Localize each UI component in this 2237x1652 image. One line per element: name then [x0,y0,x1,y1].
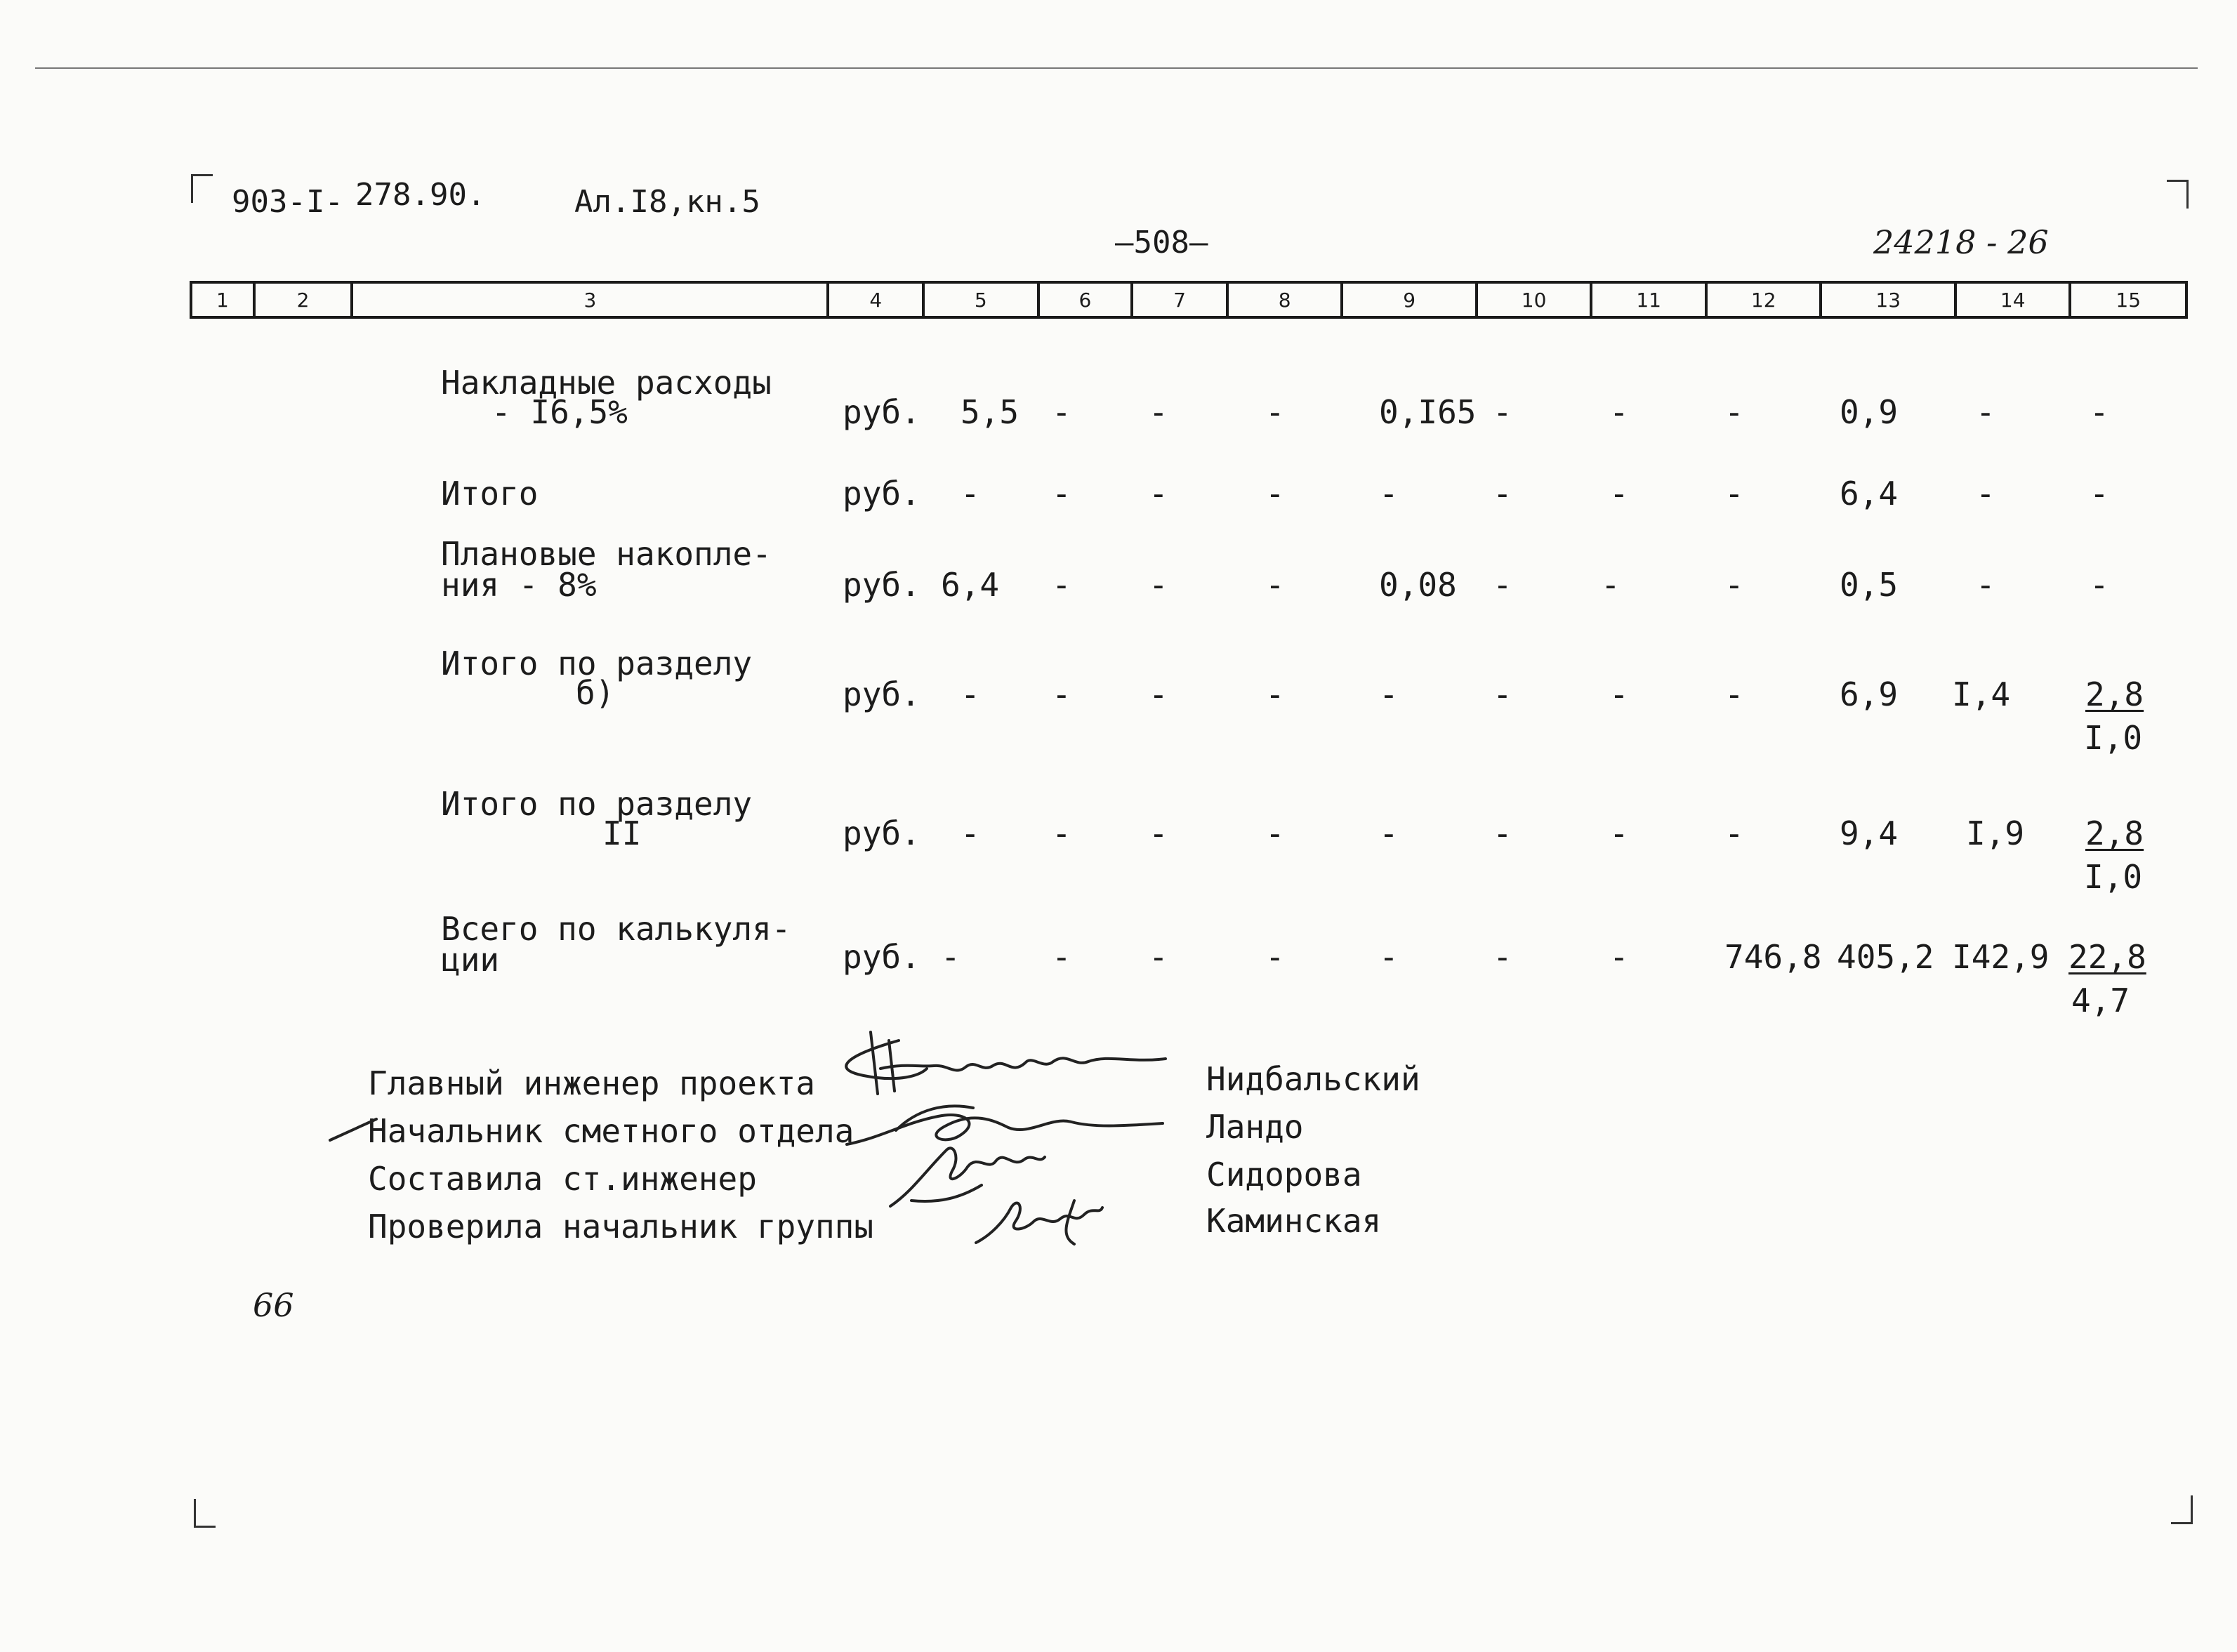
cell-col13: 6,9 [1840,675,1899,713]
column-header-2: 2 [256,284,354,316]
cell-col6: - [1052,814,1071,852]
row-unit: руб. [843,393,920,431]
cell-col14: I42,9 [1952,938,2050,976]
signature-role-estimate-head: Начальник сметного отдела [368,1112,854,1150]
cell-col12: 746,8 [1724,938,1822,976]
cell-col13: 6,4 [1840,475,1899,513]
row-label-line2: б) [576,674,615,712]
column-header-15: 15 [2116,288,2142,312]
cell-col12: - [1724,814,1744,852]
cell-col15: - [2090,566,2109,604]
column-header-9: 9 [1343,284,1477,316]
signature-role-compiler: Составила ст.инженер [368,1160,757,1198]
document-code-number: 278.90. [355,177,486,213]
cell-col11: - [1609,393,1629,431]
signature-role-chief-engineer: Главный инженер проекта [368,1064,815,1102]
row-label-line1: Итого по разделу [441,785,753,823]
cell-col10: - [1493,675,1512,713]
cell-col12: - [1724,675,1744,713]
handwritten-signature-checker [969,1194,1109,1250]
column-header-11: 11 [1592,284,1708,316]
cell-col5: - [961,475,980,513]
page-number-value: 508 [1133,225,1189,260]
row-label-line2: II [602,814,642,852]
row-label-line2: - I6,5% [491,393,628,431]
column-header-6: 6 [1040,284,1134,316]
cell-col14: - [1976,393,1995,431]
cell-col6: - [1052,475,1071,513]
cell-col5: 5,5 [961,393,1019,431]
cell-col6: - [1052,566,1071,604]
column-header-10: 10 [1478,284,1593,316]
cell-col11: - [1609,814,1629,852]
cell-col5: - [961,675,980,713]
row-unit: руб. [843,814,920,852]
cell-col8: - [1265,814,1285,852]
cell-col15-denominator: I,0 [2084,719,2143,757]
column-header-3: 3 [353,284,829,316]
album-reference: Ал.I8,кн.5 [574,184,760,220]
cell-col8: - [1265,938,1285,976]
column-header-row [190,281,2188,319]
row-unit: руб. [843,475,920,513]
cell-col10: - [1493,938,1512,976]
cell-col5: - [941,938,961,976]
corner-mark-bottom-left [194,1499,216,1528]
cell-col14: I,4 [1952,675,2011,713]
cell-col12: - [1724,475,1744,513]
cell-col7: - [1149,393,1168,431]
cell-col15-numerator: 2,8 [2085,675,2144,713]
corner-mark-bottom-right [2171,1495,2193,1524]
cell-col10: - [1493,566,1512,604]
cell-col15: - [2090,475,2109,513]
row-unit: руб. [843,566,920,604]
cell-col15-denominator: 4,7 [2071,982,2130,1019]
row-label-line2: ния - 8% [441,566,597,604]
cell-col9: - [1379,814,1399,852]
cell-col12: - [1724,393,1744,431]
signature-name-estimate-head: Ландо [1206,1108,1304,1146]
cell-col6: - [1052,393,1071,431]
column-header-5: 5 [925,284,1040,316]
cell-col9: 0,I65 [1379,393,1477,431]
row-label-line1: Плановые накопле- [441,535,772,573]
column-header-13: 13 [1822,284,1956,316]
cell-col11: - [1601,566,1621,604]
cell-col7: - [1149,675,1168,713]
footer-mark: 66 [253,1286,294,1324]
cell-col13: 9,4 [1840,814,1899,852]
cell-col13: 0,9 [1840,393,1899,431]
column-header-8: 8 [1229,284,1344,316]
handwritten-signature-chief-engineer [821,1026,1173,1104]
cell-col10: - [1493,393,1512,431]
row-unit: руб. [843,938,920,976]
row-unit: руб. [843,675,920,713]
cell-col8: - [1265,566,1285,604]
strike-mark [327,1115,383,1143]
cell-col11: - [1609,675,1629,713]
cell-col15-numerator: 22,8 [2068,938,2146,976]
signature-name-chief-engineer: Нидбальский [1206,1060,1420,1098]
row-label-line1: Всего по калькуля- [441,910,791,948]
cell-col13: 405,2 [1837,938,1934,976]
signature-name-checker: Каминская [1206,1202,1382,1240]
column-header-14: 14 [1957,284,2072,316]
cell-col9: - [1379,675,1399,713]
cell-col10: - [1493,814,1512,852]
signature-name-compiler: Сидорова [1206,1156,1362,1194]
cell-col5: 6,4 [941,566,1000,604]
cell-col11: - [1609,475,1629,513]
page-number: —508— [1115,225,1208,260]
row-label-line1: Накладные расходы [441,364,772,402]
cell-col6: - [1052,675,1071,713]
cell-col14: I,9 [1966,814,2025,852]
column-header-12: 12 [1708,284,1823,316]
cell-col14: - [1976,566,1995,604]
cell-col9: - [1379,938,1399,976]
handwritten-number: 24218 - 26 [1873,223,2049,261]
cell-col7: - [1149,475,1168,513]
cell-col15-denominator: I,0 [2084,858,2143,896]
corner-mark-top-left [191,174,213,203]
cell-col15-numerator: 2,8 [2085,814,2144,852]
cell-col8: - [1265,393,1285,431]
cell-col7: - [1149,938,1168,976]
cell-col9: 0,08 [1379,566,1457,604]
document-code-prefix: 903-I- [232,184,343,220]
cell-col14: - [1976,475,1995,513]
column-header-1: 1 [192,284,256,316]
cell-col6: - [1052,938,1071,976]
cell-col15: - [2090,393,2109,431]
cell-col5: - [961,814,980,852]
column-header-7: 7 [1133,284,1229,316]
cell-col8: - [1265,675,1285,713]
row-label-line1: Итого [441,475,539,513]
cell-col8: - [1265,475,1285,513]
cell-col10: - [1493,475,1512,513]
cell-col7: - [1149,566,1168,604]
row-label-line2: ции [441,941,500,979]
column-header-4: 4 [829,284,925,316]
row-label-line1: Итого по разделу [441,645,753,682]
scan-top-line [35,67,2198,69]
corner-mark-top-right [2167,180,2189,209]
cell-col12: - [1724,566,1744,604]
cell-col11: - [1609,938,1629,976]
cell-col9: - [1379,475,1399,513]
signature-role-checker: Проверила начальник группы [368,1208,874,1245]
cell-col7: - [1149,814,1168,852]
cell-col13: 0,5 [1840,566,1899,604]
